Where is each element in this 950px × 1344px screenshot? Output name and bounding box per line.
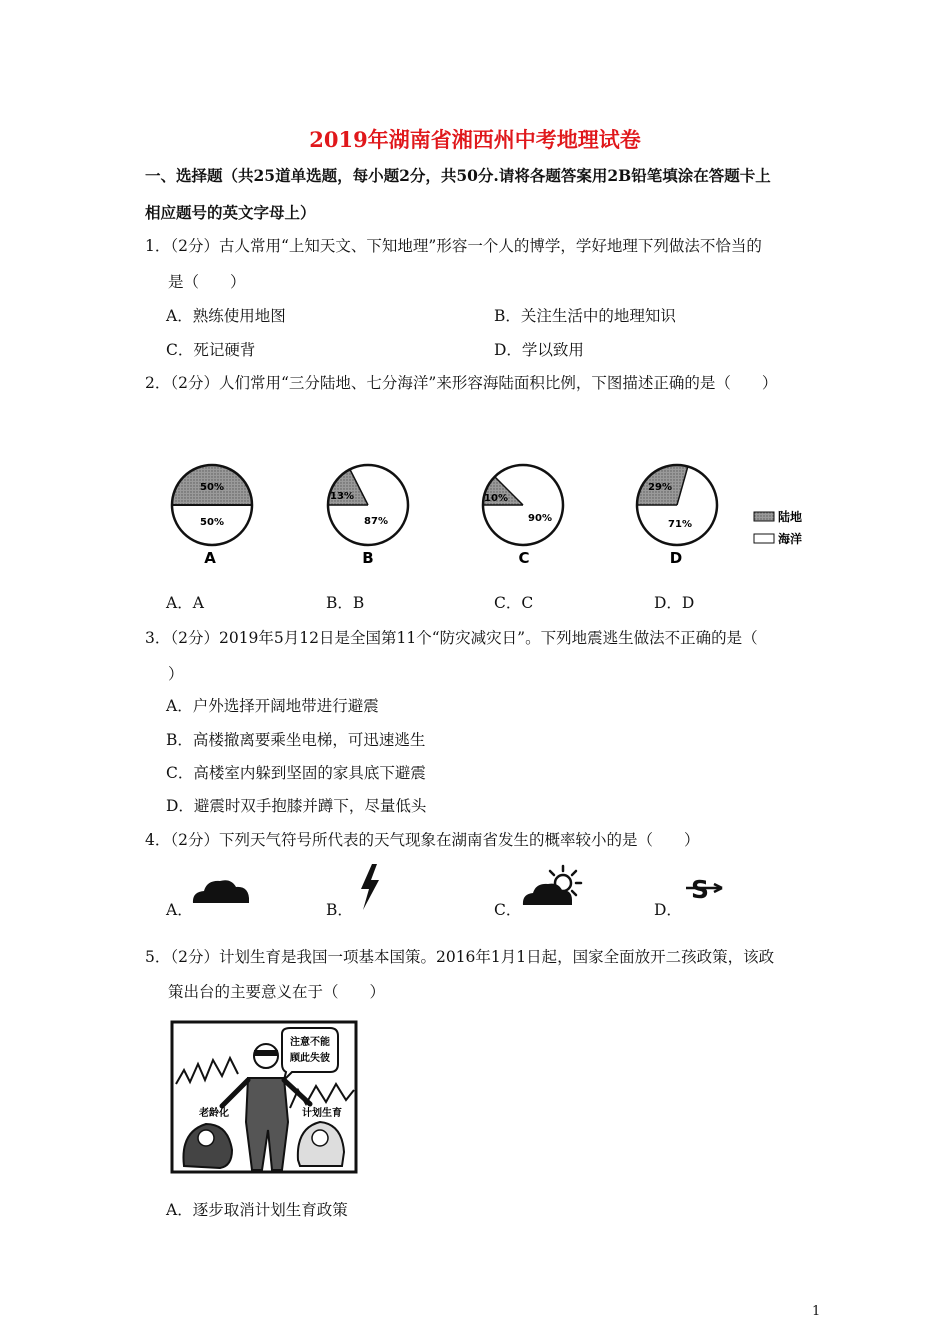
land-ocean-pie-charts (160, 455, 820, 580)
q1-option-b: B．关注生活中的地理知识 (494, 307, 676, 325)
question-3-stem: 3．（2分）2019年5月12日是全国第11个“防灾减灾日”。下列地震逃生做法不正确的是（ (145, 629, 758, 647)
pie-chart-b (328, 465, 408, 567)
pie-a-land-pct: 50% (200, 482, 224, 493)
q2-option-a: A．A (166, 594, 204, 612)
legend-ocean-label: 海洋 (778, 532, 803, 546)
q2-option-d: D．D (654, 594, 695, 612)
page-title: 2019年湖南省湘西州中考地理试卷 (309, 127, 641, 152)
section-heading-line2: 相应题号的英文字母上） (145, 203, 316, 222)
chart-legend (754, 509, 802, 546)
question-1-stem: 1．（2分）古人常用“上知天文、下知地理”形容一个人的博学，学好地理下列做法不恰当的 (145, 237, 762, 255)
pie-chart-c (483, 465, 563, 567)
section-heading-line1: 一、选择题（共25道单选题，每小题2分，共50分.请将各题答案用2B铅笔填涂在答题卡上 (145, 166, 771, 185)
q2-option-b: B．B (326, 594, 365, 612)
pie-a-ocean-pct: 50% (200, 517, 224, 528)
pie-c-land-pct: 10% (484, 493, 508, 504)
pie-c-label: C (518, 549, 530, 567)
q5-option-a: A．逐步取消计划生育政策 (166, 1201, 348, 1219)
question-2-stem: 2．（2分）人们常用“三分陆地、七分海洋”来形容海陆面积比例，下图描述正确的是（ ） (145, 374, 778, 392)
pie-chart-a (172, 465, 252, 567)
pie-d-land-pct: 29% (648, 482, 672, 493)
question-4-stem: 4．（2分）下列天气符号所代表的天气现象在湖南省发生的概率较小的是（ ） (145, 831, 700, 849)
q3-option-c: C．高楼室内躲到坚固的家具底下避震 (166, 764, 426, 782)
pie-d-label: D (669, 549, 683, 567)
pie-a-label: A (204, 549, 216, 567)
svg-text:S: S (690, 875, 710, 904)
question-5-stem: 5．（2分）计划生育是我国一项基本国策。2016年1月1日起，国家全面放开二孩政策，该政 (145, 948, 775, 966)
question-3-stem-cont: ） (168, 665, 184, 683)
thunder-icon (357, 862, 383, 912)
q3-option-d: D．避震时双手抱膝并蹲下，尽量低头 (166, 797, 427, 815)
page-number: 1 (812, 1304, 821, 1319)
pie-chart-d (637, 464, 717, 567)
overcast-icon (190, 872, 252, 906)
pie-b-ocean-pct: 87% (364, 516, 388, 527)
pie-c-ocean-pct: 90% (528, 513, 552, 524)
q4-option-a: A． (166, 901, 193, 919)
cartoon-right-sign: 计划生育 (302, 1108, 342, 1119)
q2-option-c: C．C (494, 594, 534, 612)
pie-b-label: B (362, 549, 374, 567)
cartoon-bubble-line1: 注意不能 (290, 1037, 330, 1048)
question-5-stem-cont: 策出台的主要意义在于（ ） (168, 983, 386, 1001)
pie-b-land-pct: 13% (330, 491, 354, 502)
partly-cloudy-icon (520, 862, 584, 908)
q4-option-c: C． (494, 901, 522, 919)
legend-land-label: 陆地 (778, 510, 803, 524)
policy-cartoon (170, 1020, 358, 1174)
q3-option-b: B．高楼撤离要乘坐电梯，可迅速逃生 (166, 731, 426, 749)
q3-option-a: A．户外选择开阔地带进行避震 (166, 697, 379, 715)
q1-option-a: A．熟练使用地图 (166, 307, 286, 325)
q4-option-b: B． (326, 901, 353, 919)
cartoon-left-sign: 老龄化 (199, 1108, 229, 1119)
sandstorm-icon (684, 872, 730, 908)
question-1-stem-cont: 是（ ） (168, 273, 246, 291)
pie-d-ocean-pct: 71% (668, 519, 692, 530)
q1-option-d: D．学以致用 (494, 341, 584, 359)
q4-option-d: D． (654, 901, 682, 919)
cartoon-bubble-line2: 顾此失彼 (290, 1053, 330, 1064)
q1-option-c: C．死记硬背 (166, 341, 256, 359)
